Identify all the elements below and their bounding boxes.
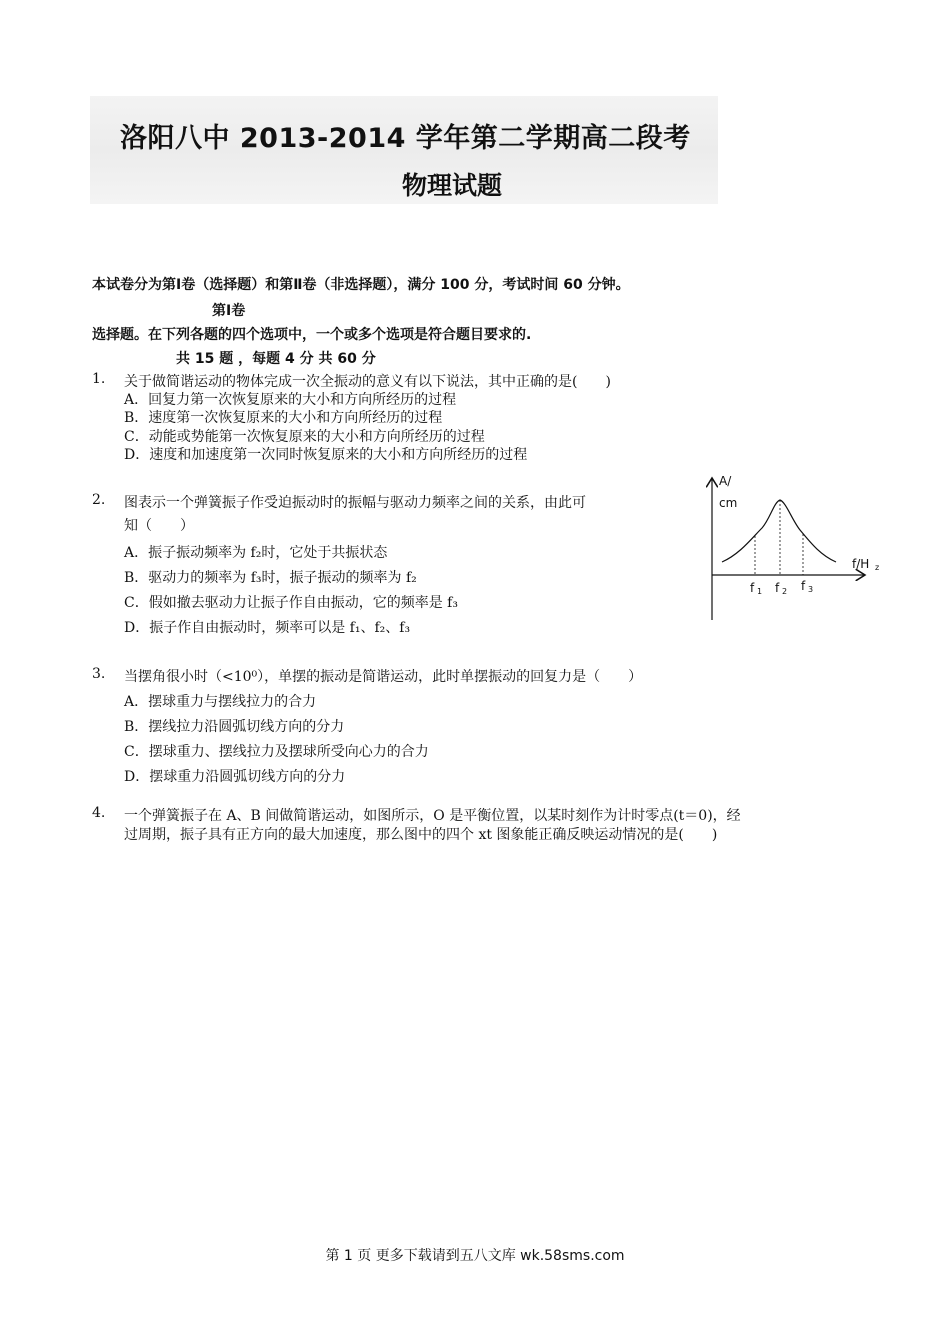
- question-stem: 当摆角很小时（<10⁰），单摆的振动是简谐运动，此时单摆振动的回复力是（ ）: [124, 669, 643, 685]
- page-footer: 第 1 页 更多下载请到五八文库 wk.58sms.com: [325, 1248, 625, 1264]
- option-b: B．摆线拉力沿圆弧切线方向的分力: [124, 719, 345, 735]
- question-stem: 一个弹簧振子在 A、B 间做简谐运动，如图所示，O 是平衡位置，以某时刻作为计时零点(t＝0)，经: [124, 808, 741, 824]
- resonance-chart: [700, 470, 890, 625]
- option-c: C．假如撤去驱动力让振子作自由振动，它的频率是 f₃: [124, 595, 458, 611]
- option-a: A．回复力第一次恢复原来的大小和方向所经历的过程: [124, 392, 457, 408]
- tick-f3: f: [801, 579, 806, 593]
- tick-f2: f: [775, 581, 780, 595]
- x-axis-label: f/H: [852, 557, 870, 571]
- y-axis-label-top: A/: [719, 474, 732, 488]
- header-banner: [90, 96, 718, 204]
- question-stem-cont: 过周期，振子具有正方向的最大加速度，那么图中的四个 xt 图象能正确反映运动情况的是( ): [124, 827, 718, 843]
- option-b: B．驱动力的频率为 f₃时，振子振动的频率为 f₂: [124, 570, 417, 586]
- option-d: D．振子作自由振动时，频率可以是 f₁、f₂、f₃: [124, 620, 411, 636]
- exam-title: 洛阳八中 2013-2014 学年第二学期高二段考: [120, 123, 691, 154]
- tick-f1: f: [750, 581, 755, 595]
- option-c: C．动能或势能第一次恢复原来的大小和方向所经历的过程: [124, 429, 485, 445]
- exam-subtitle: 物理试题: [402, 171, 503, 200]
- question-number: 2.: [92, 492, 106, 508]
- question-stem-cont: 知（ ）: [124, 518, 194, 534]
- instruction-text: 选择题。在下列各题的四个选项中，一个或多个选项是符合题目要求的.: [92, 327, 532, 343]
- x-axis-label-sub: z: [875, 563, 880, 572]
- option-d: D．速度和加速度第一次同时恢复原来的大小和方向所经历的过程: [124, 447, 528, 463]
- question-stem: 关于做简谐运动的物体完成一次全振动的意义有以下说法，其中正确的是( ): [124, 374, 611, 390]
- option-a: A．振子振动频率为 f₂时，它处于共振状态: [124, 545, 388, 561]
- y-axis-label-bottom: cm: [719, 496, 738, 510]
- intro-text: 本试卷分为第Ⅰ卷（选择题）和第Ⅱ卷（非选择题），满分 100 分，考试时间 60 分钟。: [92, 277, 630, 293]
- option-c: C．摆球重力、摆线拉力及摆球所受向心力的合力: [124, 744, 429, 760]
- question-number: 3.: [92, 666, 106, 682]
- resonance-curve: [722, 500, 836, 562]
- part1-label: 第Ⅰ卷: [212, 303, 246, 319]
- option-a: A．摆球重力与摆线拉力的合力: [124, 694, 317, 710]
- question-number: 1.: [92, 371, 106, 387]
- question-number: 4.: [92, 805, 106, 821]
- option-b: B．速度第一次恢复原来的大小和方向所经历的过程: [124, 410, 443, 426]
- question-stem: 图表示一个弹簧振子作受迫振动时的振幅与驱动力频率之间的关系，由此可: [124, 495, 586, 511]
- count-line: 共 15 题 ，每题 4 分 共 60 分: [176, 351, 376, 367]
- tick-f3-sub: 3: [808, 585, 814, 594]
- tick-f1-sub: 1: [757, 587, 763, 596]
- tick-f2-sub: 2: [782, 587, 788, 596]
- option-d: D．摆球重力沿圆弧切线方向的分力: [124, 769, 346, 785]
